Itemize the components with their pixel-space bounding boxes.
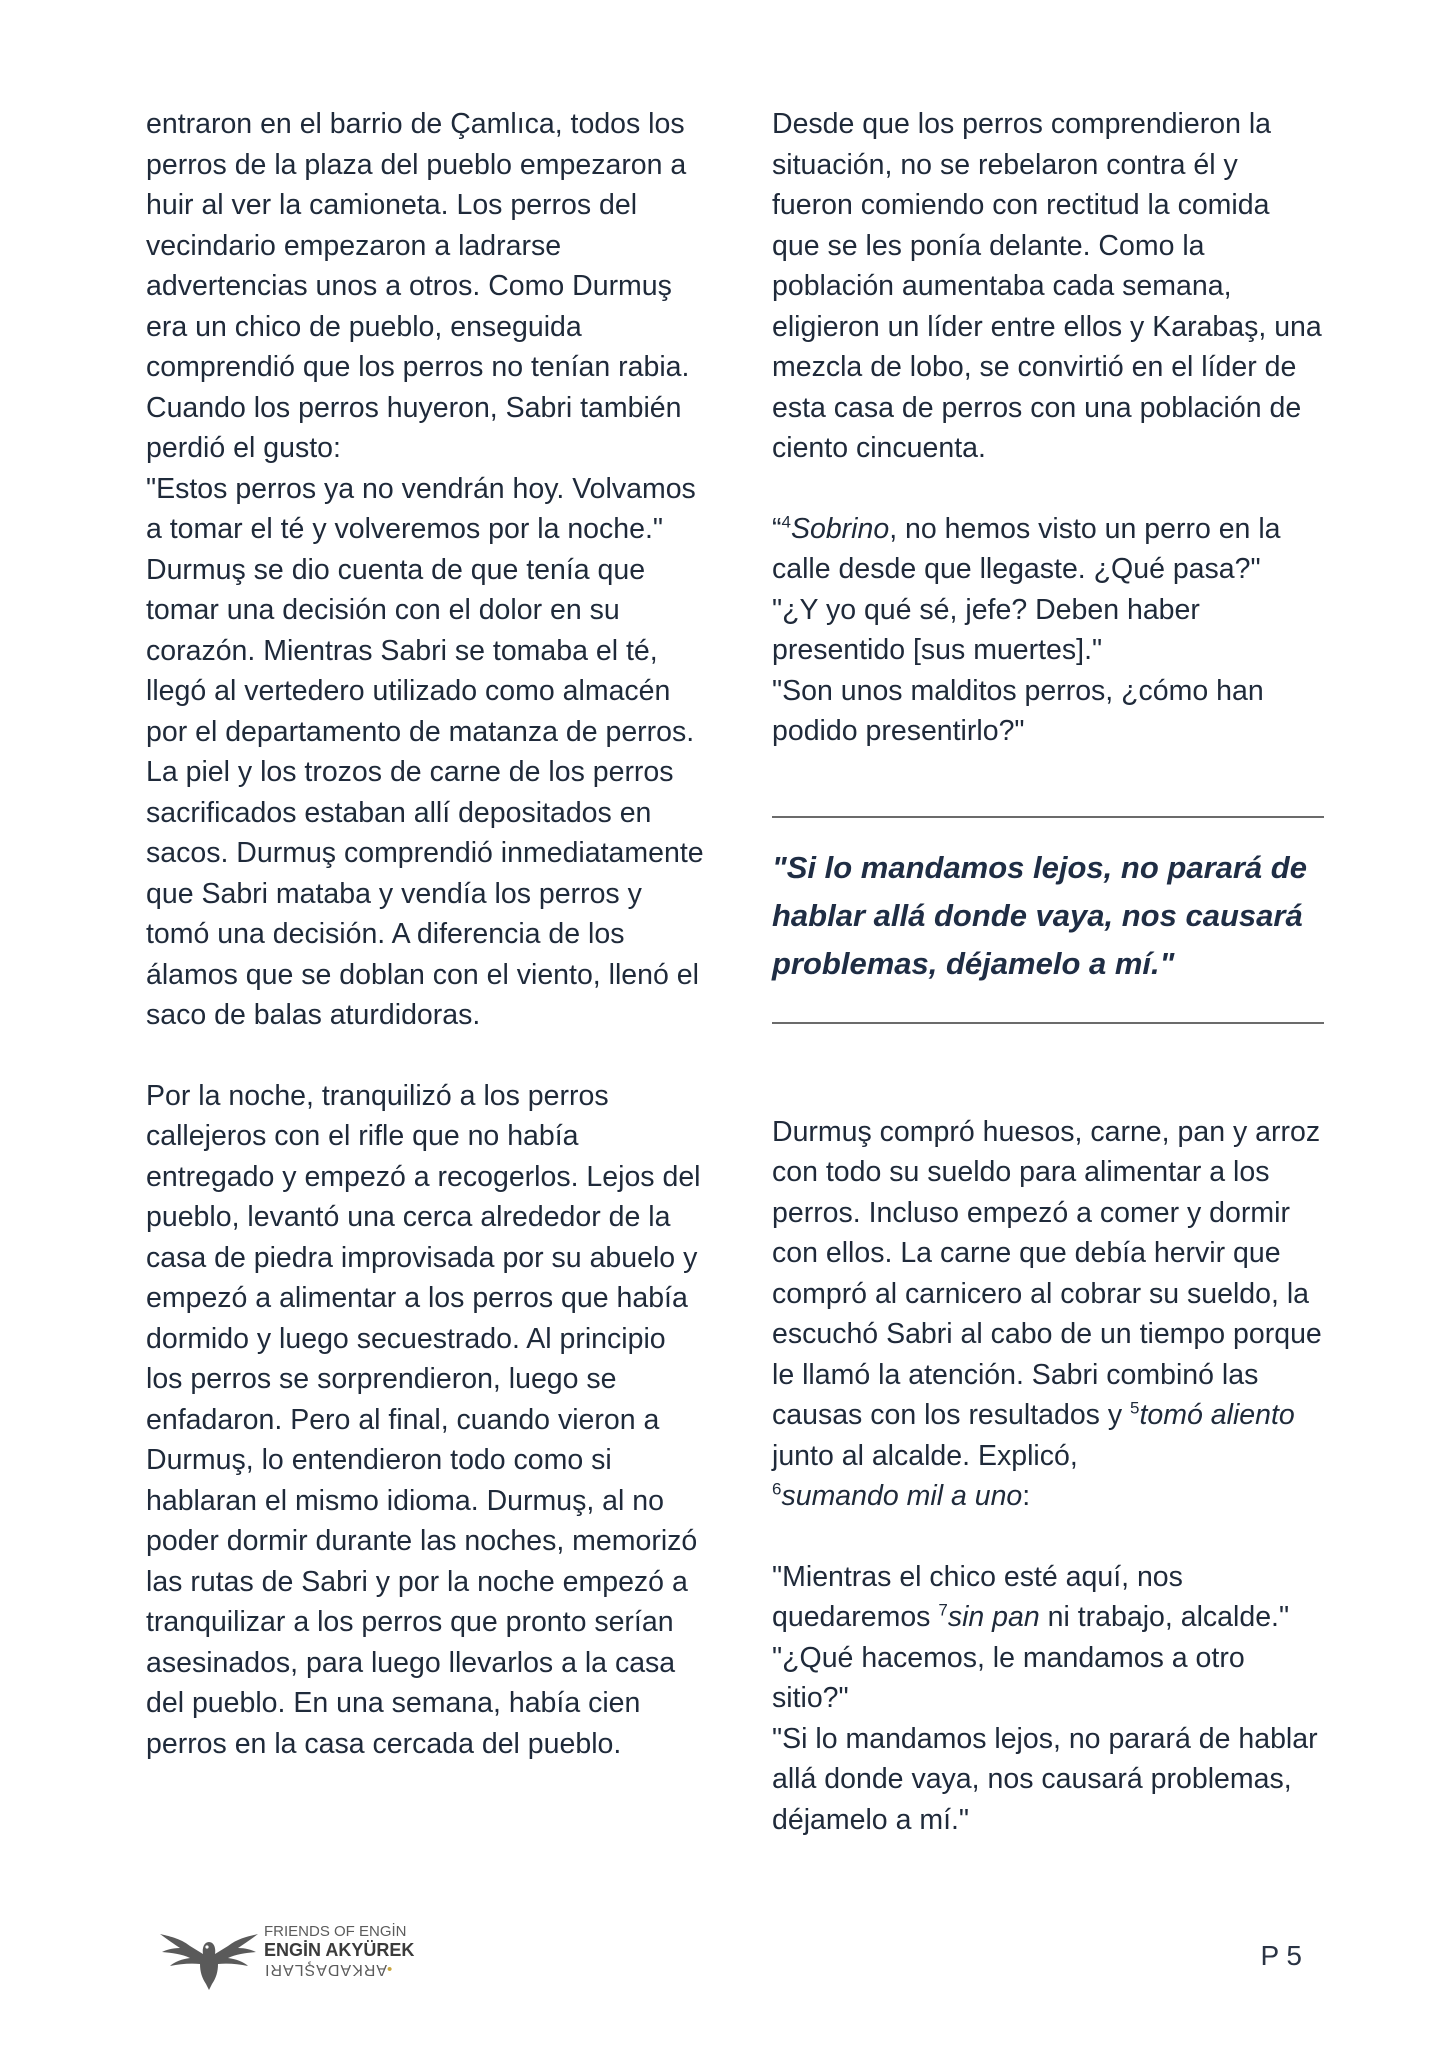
right-paragraph-3: Durmuş compró huesos, carne, pan y arroz con todo su sueldo para alimentar a los perros. Incluso empezó a comer y dormir con ellos. La carne que debía hervir que compró al carnicero al cobrar su sueldo, la escuchó Sabri al cabo de un tiempo porque le llamó la atención. Sabri combinó las causas con los resultados y $^5$tomó aliento junto al alcalde. Explicó, $^6$sumando mil a uno:	[772, 1115, 1322, 1512]
eagle-logo-icon	[160, 1928, 258, 1990]
logo-line-3-mirrored: ARKADAŞLARI	[264, 1961, 388, 1978]
left-paragraph-2: Por la noche, tranquilizó a los perros callejeros con el rifle que no había entregado y empezó a recogerlos. Lejos del pueblo, levantó una cerca alrededor de la casa de piedra improvisada por su abuelo y empezó a alimentar a los perros que había dormido y luego secuestrado. Al principio los perros se sorprendieron, luego se enfadaron. Pero al final, cuando vieron a Durmuş, lo entendieron todo como si hablaran el mismo idioma. Durmuş, al no poder dormir durante las noches, memorizó las rutas de Sabri y por la noche empezó a tranquilizar a los perros que pronto serían asesinados, para luego llevarlos a la casa del pueblo. En una semana, había cien perros en la casa cercada del pueblo.	[146, 1079, 701, 1760]
footnote-marker: 5	[1130, 1398, 1140, 1418]
dialogue-line: "¿Qué hacemos, le mandamos a otro sitio?"	[772, 1641, 1245, 1714]
footnote-marker: 4	[781, 512, 791, 531]
narration-text: entraron en el barrio de Çamlıca, todos los perros de la plaza del pueblo empezaron a huir al ver la camioneta. Los perros del vecindario empezaron a ladrarse advertencias unos a otros. Como Durmuş era un chico de pueblo, enseguida comprendió que los perros no tenían rabia. Cuando los perros huyeron, Sabri también perdió el gusto:	[146, 108, 690, 464]
footnote-marker: 6	[772, 1479, 782, 1499]
dialogue-line: "¿Y yo qué sé, jefe? Deben haber presentido [sus muertes]."	[772, 593, 1200, 666]
dialogue-line: "Son unos malditos perros, ¿cómo han podido presentirlo?"	[772, 674, 1264, 747]
dialogue-block-1: “$^4$Sobrino, no hemos visto un perro en la calle desde que llegaste. ¿Qué pasa?" "¿Y yo qué sé, jefe? Deben haber presentido [sus muertes]." "Son unos malditos perros, ¿cómo han podido presentirlo?"	[772, 512, 1281, 747]
dialogue-line: "Si lo mandamos lejos, no parará de hablar allá donde vaya, nos causará problemas, déjamelo a mí."	[772, 1722, 1318, 1836]
right-paragraph-1: Desde que los perros comprendieron la situación, no se rebelaron contra él y fueron comiendo con rectitud la comida que se les ponía delante. Como la población aumentaba cada semana, eligieron un líder entre ellos y Karabaş, una mezcla de lobo, se convirtió en el líder de esta casa de perros con una población de ciento cincuenta.	[772, 108, 1322, 464]
left-column	[146, 104, 706, 1764]
footnote-marker: 7	[938, 1600, 948, 1620]
narration-text: Durmuş se dio cuenta de que tenía que tomar una decisión con el dolor en su corazón. Mientras Sabri se tomaba el té, llegó al vertedero utilizado como almacén por el departamento de matanza de perros. La piel y los trozos de carne de los perros sacrificados estaban allí depositados en sacos. Durmuş comprendió inmediatamente que Sabri mataba y vendía los perros y tomó una decisión. A diferencia de los álamos que se doblan con el viento, llenó el saco de balas aturdidoras.	[146, 553, 704, 1031]
page-number: P 5	[1260, 1940, 1302, 1971]
italic-term: Sobrino	[790, 512, 890, 545]
logo-line-2: ENGİN AKYÜREK	[264, 1940, 415, 1960]
right-column	[772, 104, 1324, 1840]
logo-line-1: FRIENDS OF ENGİN	[264, 1923, 407, 1940]
dialogue-line: "Estos perros ya no vendrán hoy. Volvamos a tomar el té y volveremos por la noche."	[146, 472, 696, 545]
italic-term: sumando mil a uno	[781, 1480, 1023, 1512]
dialogue-block-2: "Mientras el chico esté aquí, nos quedaremos $^7$sin pan ni trabajo, alcalde." "¿Qué hacemos, le mandamos a otro sitio?" "Si lo mandamos lejos, no parará de hablar allá donde vaya, nos causará problemas, déjamelo a mí."	[772, 1560, 1318, 1836]
italic-term: sin pan	[947, 1601, 1040, 1633]
logo-dot: •	[387, 1961, 393, 1978]
logo-text	[264, 1922, 414, 1979]
left-paragraph-1	[146, 104, 706, 1036]
italic-term: tomó aliento	[1139, 1399, 1295, 1431]
footer-logo	[160, 1922, 460, 1992]
pull-quote: "Si lo mandamos lejos, no parará de hablar allá donde vaya, nos causará problemas, déjamelo a mí."	[772, 849, 1307, 981]
